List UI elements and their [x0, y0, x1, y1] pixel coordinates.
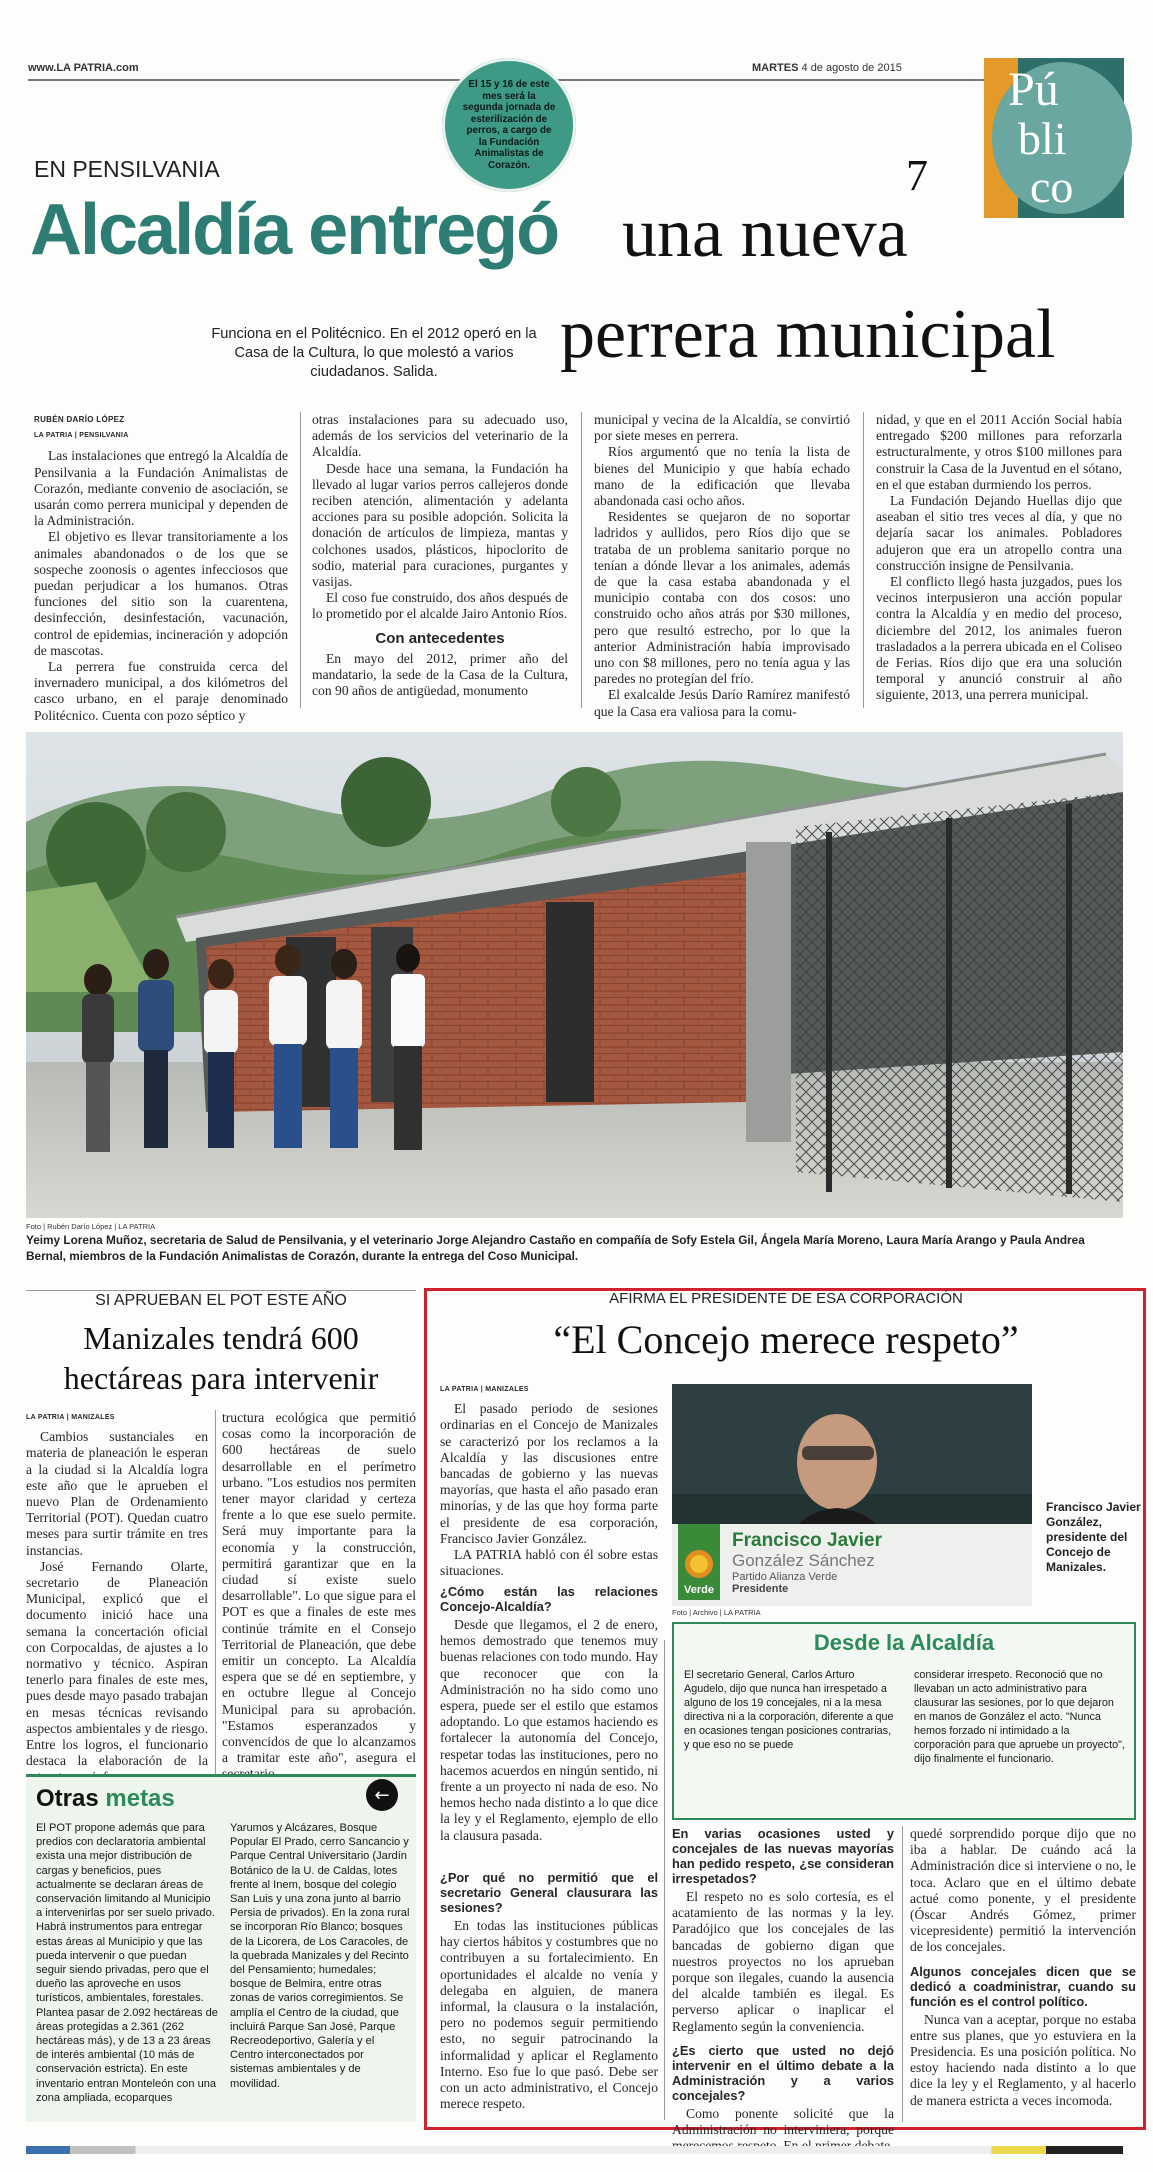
question-3: En varias ocasiones usted y concejales de las nuevas mayorías han pedido respeto, ¿se consideran irrespetados?	[672, 1826, 894, 1886]
main-headline-part1: Alcaldía entregó	[30, 190, 559, 270]
main-deck: Funciona en el Politécnico. En el 2012 operó en la Casa de la Cultura, lo que molestó a varios ciudadanos. Salida.	[211, 326, 537, 380]
otras-metas-col1: El POT propone además que para predios con declaratoria ambiental exista una mejor distribución de cargas y beneficios, pues actualmente se declaran áreas de conservación limitando al Municipio a intervenirlas por ser suelo privado. Habrá instrumentos para entregar estas áreas al Municipio y que las pueda intervenir o que puedan seguir siendo privadas, pero que el dueño las aproveche en usos turísticos, ambientales, forestales. Plantea pasar de 2.092 hectáreas de áreas protegidas a 2.361 (262 hectáreas más), y de 13 a 23 áreas de interés ambiental (10 más de conservación estricta). En este inventario entran Monteleón con una zona ampliada, ecoparques	[36, 1822, 218, 2104]
answer-5: Nunca van a aceptar, porque no estaba entre sus planes, que yo estuviera en la Presidencia. Es una posición política. No estoy haciendo nada distinto a lo que dice la ley y el Reglamento, y al hacerlo de manera estricta a veces incomoda.	[910, 2011, 1136, 2108]
answer-1: Desde que llegamos, el 2 de enero, hemos demostrado que tenemos muy buenas relaciones con todo mundo. Hay que reconocer que con la Administración no ha sido como uno espera, puede ser el estilo que estamos adoptando. Lo que estamos haciendo es fortalecer la autonomía del Concejo, respetar todas las instituciones, pero no hacemos acuerdos en ningún sentido, ni frente a un proyecto ni nada de eso. No hemos hecho nada distinto a lo que dice la ley y el Reglamento, ejemplo de ello la clausura pasada.	[440, 1617, 658, 1843]
concejo-col-qa1b	[440, 1862, 658, 2124]
badge-text: El 15 y 16 de este mes será la segunda jornada de esterilización de perros, a cargo de la Fundación Animalistas de Corazón.	[462, 79, 556, 171]
verde-logo	[678, 1524, 720, 1600]
concejo-byline: LA PATRIA | MANIZALES	[440, 1386, 529, 1393]
pot-col1-p1: Cambios sustanciales en materia de planeación le esperan a la ciudad si la Alcaldía logra este año que le aprueben el nuevo Plan de Ordenamiento Territorial (POT). Quedan cuatro meses para surtir trámite en tres instancias.	[26, 1429, 208, 1558]
main-col2-subhead: Con antecedentes	[375, 629, 505, 647]
alcaldia-box-title: Desde la Alcaldía	[813, 1630, 995, 1655]
concejo-photo-credit: Foto | Archivo | LA PATRIA	[672, 1608, 761, 1617]
concejo-intro-p2: LA PATRIA habló con él sobre estas situaciones.	[440, 1547, 658, 1579]
answer-3: El respeto no es solo cortesía, es el acatamiento de las normas y la ley. Paradójico que los concejales de las bancadas de gobierno digan que nuestros proyectos no los aprueban porque son ilegales, cuando la ausencia del alcalde también es ilegal. Es perverso aplicar o inaplicar el Reglamento según la conveniencia.	[672, 1889, 894, 2034]
question-4: ¿Es cierto que usted no dejó intervenir en el último debate a la Administración y a varios concejales?	[672, 2042, 894, 2103]
main-headline-part2: una nueva	[622, 195, 908, 272]
title-word-1: Otras	[36, 1785, 99, 1812]
pot-kicker: SI APRUEBAN EL POT ESTE AÑO	[95, 1292, 347, 1309]
main-photo	[26, 732, 1123, 1218]
col3-answer-cont: quedé sorprendido porque dijo que no iba a hablar. De cuándo acá la Administración dice si interviene o no, le toca. Aclaro que en el último debate actué como ponente, y el presidente (Óscar Andrés Gómez, primer vicepresidente) permitió la intervención de los concejales.	[910, 1826, 1136, 1955]
main-col-2	[312, 412, 568, 712]
concejo-col-divider-2	[902, 1826, 903, 2122]
concejo-kicker: AFIRMA EL PRESIDENTE DE ESA CORPORACIÓN	[609, 1290, 963, 1307]
alcaldia-box-col1: El secretario General, Carlos Arturo Agudelo, dijo que nunca han irrespetado a alguno de los 19 concejales, ni a la mesa directiva ni a la corporación, diferente a que en ocasiones tengan posiciones contrarias, y que eso no se puede	[684, 1669, 894, 1751]
col-divider-3	[863, 412, 864, 708]
main-col3-p2: Ríos argumentó que no tenía la lista de bienes del Municipio y que había echado mano de la edificación que llevaba abandonada casi ocho años.	[594, 444, 850, 509]
answer-4: Como ponente solicité que la Administración no interviniera, porque	[672, 2105, 894, 2138]
byline-org: LA PATRIA | PENSILVANIA	[34, 432, 129, 440]
pot-headline: Manizales tendrá 600 hectáreas para intervenir	[63, 1320, 379, 1396]
main-col4-p3: El conflicto llegó hasta juzgados, pues los vecinos interpusieron una acción popular contra la Alcaldía y en medio del proceso, diciembre del 2012, los animales fueron trasladados a la perrera ubicada en el Coliseo de Ferias. Ríos dijo que era una solución temporal y anunció construir al año siguiente, 2013, una perrera municipal.	[876, 574, 1122, 703]
col-divider-1	[300, 412, 301, 708]
main-col1-p1: Las instalaciones que entregó la Alcaldía de Pensilvania a la Fundación Animalistas de Corazón, mediante convenio de asociación, se usarán como perrera municipal y dependen de la Administración.	[34, 448, 288, 529]
main-col2-p3: El coso fue construido, dos años después de lo prometido por el alcalde Jairo Antonio Ríos.	[312, 590, 568, 622]
concejo-intro-p1: El pasado periodo de sesiones ordinarias en el Concejo de Manizales se caracterizó por los reclamos a la Alcaldía y las discusiones entre bancadas de gobierno y las nuevas mayorías, que hasta el año pasado eran minorías, y de las que hoy forma parte el presidente de esa corporación, Francisco Javier González.	[440, 1401, 658, 1546]
main-col4-p2: La Fundación Dejando Huellas dijo que aseaban el sitio tres veces al día, y que no dejaría sacar los animales. Pobladores adujeron que era un atropello contra una construcción insigne de Pensilvania.	[876, 493, 1122, 573]
main-col3-p3: Residentes se quejaron de no soportar ladridos y aullidos, pero Ríos dijo que se trataba de un problema sanitario porque no tenían a dónde llevar a los animales, además de que la casa estaba abandonada y el municipio contaba con dos cosos: uno construido ocho años atrás por $30 millones, pero que resultó estrecho, por lo que la anterior Administración había improvisado uno con $8 millones, pero no tenía agua y las paredes no protegían del frío.	[594, 509, 850, 687]
answer-2: En todas las instituciones públicas hay ciertos hábitos y costumbres que no contribuyen a su fortalecimiento. En oportunidades el alcalde no venía y delegaba en alguien, de manera informal, la clausura o la instalación, pero no podemos seguir permitiendo esto, no seguir patrocinando la informalidad y aplicar el Reglamento Interno. Eso fue lo que pasó. Debe ser con un acto administrativo, el Concejo merece respeto.	[440, 1918, 658, 2112]
concejo-photo	[672, 1384, 1032, 1606]
nameplate	[732, 1530, 982, 1595]
concejo-col-qa3	[910, 1826, 1136, 2126]
site-url: www.LA PATRIA.com	[28, 62, 139, 74]
pot-top-rule	[26, 1290, 416, 1291]
main-photo-caption: Yeimy Lorena Muñoz, secretaria de Salud de Pensilvania, y el veterinario Jorge Alejandro Castaño en compañía de Sofy Estela Gil, Ángela María Moreno, Laura María Arango y Paula Andrea Bernal, miembros de la Fundación Animalistas de Corazón, durante la entrega del Coso Municipal.	[26, 1233, 1085, 1263]
concejo-col-divider-1	[664, 1640, 665, 2120]
pot-col-2	[222, 1410, 416, 1788]
otras-metas-title	[36, 1785, 175, 1813]
date-day: MARTES	[752, 62, 799, 74]
pot-byline: LA PATRIA | MANIZALES	[26, 1414, 115, 1421]
main-kicker: EN PENSILVANIA	[34, 156, 220, 182]
arrow-icon: ←	[366, 1779, 398, 1811]
verde-logo-text: Verde	[684, 1584, 714, 1596]
main-headline-part3: perrera municipal	[560, 296, 1056, 373]
logo-letters-2: bli	[1018, 113, 1067, 164]
kennel-scene	[26, 732, 1123, 1218]
section-logo	[984, 58, 1124, 218]
nameplate-party: Partido Alianza Verde	[732, 1571, 838, 1583]
byline-name: RUBÉN DARÍO LÓPEZ	[34, 415, 125, 424]
main-col1-p3: La perrera fue construida cerca del invernadero municipal, a dos kilómetros del casco urbano, en el paraje denominado Politécnico. Cuenta con pozo séptico y	[34, 659, 288, 723]
nameplate-role: Presidente	[732, 1583, 789, 1595]
sunflower-icon	[685, 1550, 713, 1578]
col-divider-2	[581, 412, 582, 708]
otras-metas-col2: Yarumos y Alcázares, Bosque Popular El Prado, cerro Sancancio y Parque Central Universitario (Jardín Botánico de la U. de Caldas, lotes frente al Inem, bosque del colegio San Luis y una zona junto al barrio Persia de privados). En la zona rural se incorporan Río Blanco; bosques de la Licorera, de Los Caracoles, de la quebrada Manizales y del Recinto del Pensamiento; humedales; bosque de Belmira, entre otras zonas de varios corregimientos. Se amplía el Centro de la ciudad, que incluirá Parque San José, Parque Recreodeportivo, Galería y el Centro interconectados por sistemas ambientales y de movilidad.	[230, 1822, 410, 2090]
pot-col1-p2: José Fernando Olarte, secretario de Planeación Municipal, explicó que el documento inició hace una semana la concertación oficial con Corpocaldas, de ajustes a lo normativo y técnico. Aspiran tenerlo para finales de este mes, pues desde mayo pasado trabajan en mesas técnicas revisando aspectos ambientales y de riesgo. Entre los logros, el funcionario destaca la elaboración de la	[26, 1558, 208, 1769]
main-col4-p1: nidad, y que en el 2011 Acción Social había entregado $200 millones para reforzarla estructuralmente, y otros $100 millones para construir la Casa de la Juventud en el sótano, en el que estaban durmiendo los perros.	[876, 412, 1122, 492]
logo-letters-1: Pú	[1008, 63, 1059, 116]
logo-letters-3: co	[1030, 161, 1074, 212]
alcaldia-box-col2: considerar irrespeto. Reconoció que no llevaban un acto administrativo para clausurar las sesiones, por lo que dejaron en manos de González el acto. "Nunca hemos forzado ni intimidado a la corporación para que apruebe un proyecto", dijo finalmente el funcionario.	[914, 1669, 1125, 1765]
date-rest: 4 de agosto de 2015	[801, 62, 902, 74]
concejo-photo-caption: Francisco Javier González, presidente del Concejo de Manizales.	[1046, 1500, 1141, 1574]
nameplate-name: Francisco Javier	[732, 1530, 882, 1551]
question-5: Algunos concejales dicen que se dedicó a coadministrar, cuando su función es el control político.	[910, 1963, 1136, 2009]
title-word-2: metas	[105, 1785, 175, 1812]
pot-col2-p1: tructura ecológica que permitió cosas como la incorporación de 600 hectáreas de suelo desarrollable en el perímetro urbano. "Los estudios nos permiten tener mayor claridad y certeza frente a lo que ese suelo permite. Será muy importante para la economía y la construcción, permitirá garantizar que en la ciudad sí existe suelo desarrollable". Lo que sigue para el POT es que a finales de este mes continúe trámite en el Consejo Territorial de Planeación, que debe emitir un concepto. La Alcaldía espera que se dé en septiembre, y en octubre llegue al Concejo Municipal para su aprobación. "Estamos esperanzados y convencidos de que lo alcanzamos a tramitar este año", asegura el	[222, 1410, 416, 1766]
main-col2-p4: En mayo del 2012, primer año del mandatario, la sede de la Casa de la Cultura, con 90 años de antigüedad, monumento	[312, 650, 568, 699]
main-col3-p4: El exalcalde Jesús Darío Ramírez manifestó que la Casa era valiosa para la comu-	[594, 687, 850, 719]
question-1: ¿Cómo están las relaciones Concejo-Alcaldía?	[440, 1584, 658, 1614]
concejo-col-qa2	[672, 1826, 894, 2138]
question-2: ¿Por qué no permitió que el secretario General clausurara las sesiones?	[440, 1870, 658, 1915]
main-col-3	[594, 412, 850, 719]
concejo-headline: “El Concejo merece respeto”	[553, 1317, 1019, 1362]
main-col-4	[876, 412, 1122, 712]
nameplate-surname: González Sánchez	[732, 1551, 875, 1570]
otras-metas-box	[26, 1774, 416, 2122]
main-photo-credit: Foto | Rubén Darío López | LA PATRIA	[26, 1222, 156, 1231]
alcaldia-box	[672, 1622, 1136, 1820]
pot-col-divider	[215, 1410, 216, 1784]
main-col2-p2: Desde hace una semana, la Fundación ha llevado al lugar varios perros callejeros donde reciben atención, alimentación y adelanta acciones para su posible adopción. Solicita la donación de artículos de limpieza, mantas y colchones usados, plásticos, hipoclorito de sodio, material para curaciones, purgantes y vasijas.	[312, 460, 568, 590]
pot-col-1	[26, 1410, 208, 1788]
main-col-1	[34, 412, 288, 723]
main-col1-p2: El objetivo es llevar transitoriamente a los animales abandonados o de los que se sospeche zoonosis o agentes infecciosos que puedan perjudicar a los humanos. Otras funciones del sitio son la cuarentena, desinfección, desinfestación, vacunación, control de epidemias, incineración y adopción de mascotas.	[34, 529, 288, 658]
masthead-date	[752, 62, 902, 74]
sterilization-badge	[442, 58, 576, 192]
page-number: 7	[906, 151, 928, 200]
concejo-col-qa1	[440, 1576, 658, 1862]
main-col3-p1: municipal y vecina de la Alcaldía, se convirtió por siete meses en perrera.	[594, 412, 850, 444]
print-color-bar	[26, 2146, 1123, 2154]
main-col2-p1: otras instalaciones para su adecuado uso, además de los servicios del veterinario de la Alcaldía.	[312, 412, 568, 460]
